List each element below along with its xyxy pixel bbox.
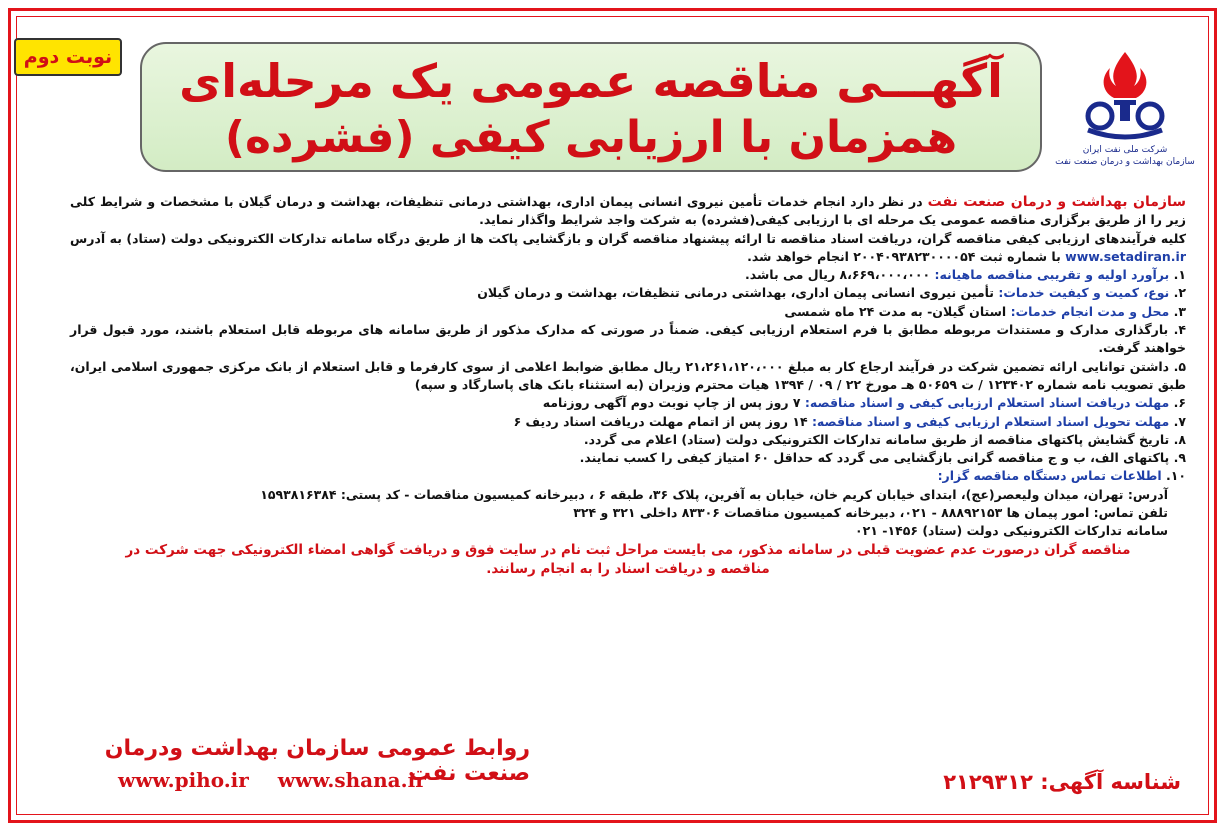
title-line-2: همزمان با ارزیابی کیفی (فشرده)	[224, 112, 958, 163]
edition-badge: نوبت دوم	[14, 38, 122, 76]
list-item: ۲. نوع، کمیت و کیفیت خدمات: تأمین نیروی انسانی پیمان اداری، بهداشتی درمانی تنظیفات، بهداشت و درمان گیلان	[477, 285, 1186, 301]
flame-logo-icon	[1070, 48, 1180, 144]
contact-phone: تلفن تماس: امور پیمان ها ۸۸۸۹۲۱۵۳ - ۰۲۱، دبیرخانه کمیسیون مناقصات ۸۳۳۰۶ داخلی ۳۲۱ و ۳۲۴	[573, 505, 1168, 521]
footer-websites	[118, 768, 538, 792]
logo-caption-company: شرکت ملی نفت ایران	[1082, 145, 1168, 155]
list-item: ۶. مهلت دریافت اسناد استعلام ارزیابی کیفی و اسناد مناقصه: ۷ روز پس از چاپ نوبت دوم آگهی روزنامه	[542, 395, 1186, 411]
intro-text: در نظر دارد انجام خدمات تأمین نیروی انسانی پیمان اداری، بهداشتی درمانی تنظیفات، بهداشت و درمان گیلان با مشخصات و شرایط کلی زیر را از طریق برگزاری مناقصه عمومی یک مرحله ای با ارزیابی کیفی(فشرده) به شرکت واجد شرایط واگذار نماید.	[70, 194, 1186, 228]
piho-website: www.piho.ir	[118, 768, 249, 792]
list-item: ۸. تاریخ گشایش پاکتهای مناقصه از طریق سامانه تدارکات الکترونیکی دولت (ستاد) اعلام می گردد.	[583, 431, 1186, 447]
list-item: ۱۰. اطلاعات تماس دستگاه مناقصه گزار:	[937, 468, 1186, 484]
list-item: ۷. مهلت تحویل اسناد استعلام ارزیابی کیفی و اسناد مناقصه: ۱۴ روز پس از اتمام مهلت دریافت اسناد ردیف ۶	[513, 413, 1186, 429]
contact-setad: سامانه تدارکات الکترونیکی دولت (ستاد) ۱۴۵۶- ۰۲۱	[855, 523, 1168, 539]
ad-id: شناسه آگهی: ۲۱۲۹۳۱۲	[943, 770, 1181, 794]
org-name: سازمان بهداشت و درمان صنعت نفت	[927, 194, 1187, 210]
setad-website: www.setadiran.ir	[1065, 248, 1186, 264]
list-item: ۵. داشتن توانایی ارائه تضمین شرکت در فرآیند ارجاع کار به مبلغ ۲۱،۲۶۱،۱۲۰،۰۰۰ ریال مطابق ضوابط اعلامی از سوی کارفرما و قابل استعلام از بانک مرکزی جمهوری اسلامی ایران، طبق تصویب نامه شماره ۱۲۳۴۰۲ / ت ۵۰۶۵۹ هـ مورخ ۲۲ / ۰۹ / ۱۳۹۴ هیات محترم وزیران (به استثناء بانک های پاسارگاد و سپه)	[70, 358, 1186, 392]
nioc-logo	[1050, 48, 1200, 178]
shana-website: www.shana.ir	[277, 768, 426, 792]
list-item: ۱. برآورد اولیه و تقریبی مناقصه ماهیانه: ۸،۶۶۹،۰۰۰،۰۰۰ ریال می باشد.	[745, 267, 1186, 283]
process-text-2: با شماره ثبت ۲۰۰۴۰۹۳۸۲۳۰۰۰۰۵۴ انجام خواهد شد.	[747, 248, 1066, 264]
registration-notice: مناقصه گران درصورت عدم عضویت قبلی در سامانه مذکور، می بایست مراحل ثبت نام در سایت فوق و دریافت گواهی امضاء الکترونیکی جهت شرکت در مناقصه و دریافت اسناد را به انجام رسانند.	[125, 541, 1131, 577]
list-item: ۳. محل و مدت انجام خدمات: استان گیلان- به مدت ۲۴ ماه شمسی	[784, 303, 1186, 319]
public-relations-title: روابط عمومی سازمان بهداشت ودرمان صنعت نفت	[104, 736, 530, 786]
logo-caption-org: سازمان بهداشت و درمان صنعت نفت	[1055, 157, 1195, 167]
list-item: ۴. بارگذاری مدارک و مستندات مربوطه مطابق با فرم استعلام ارزیابی کیفی. ضمناً در صورتی که مدارک مذکور از طریق سامانه های مربوطه قابل استعلام باشند، مورد قبول قرار خواهند گرفت.	[70, 322, 1186, 356]
list-item: ۹. پاکتهای الف، ب و ج مناقصه گرانی بازگشایی می گردد که حداقل ۶۰ امتیاز کیفی را کسب نمایند.	[579, 450, 1186, 466]
process-paragraph	[70, 230, 1186, 267]
title-line-1: آگهـــی مناقصه عمومی یک مرحله‌ای	[179, 54, 1003, 108]
process-text-1: کلیه فرآیندهای ارزیابی کیفی مناقصه گران، دریافت اسناد مناقصه تا ارائه پیشنهاد مناقصه گران و بازگشایی پاکت ها از طریق درگاه سامانه تدارکات الکترونیکی دولت (ستاد) به آدرس	[70, 230, 1186, 246]
ad-body	[70, 193, 1186, 579]
intro-paragraph	[70, 193, 1186, 230]
contact-address: آدرس: تهران، میدان ولیعصر(عج)، ابتدای خیابان کریم خان، خیابان به آفرین، پلاک ۳۶، طبقه ۶ ، دبیرخانه کمیسیون مناقصات - کد پستی: ۱۵۹۳۸۱۶۳۸۴	[260, 486, 1168, 502]
title-banner	[140, 42, 1042, 172]
